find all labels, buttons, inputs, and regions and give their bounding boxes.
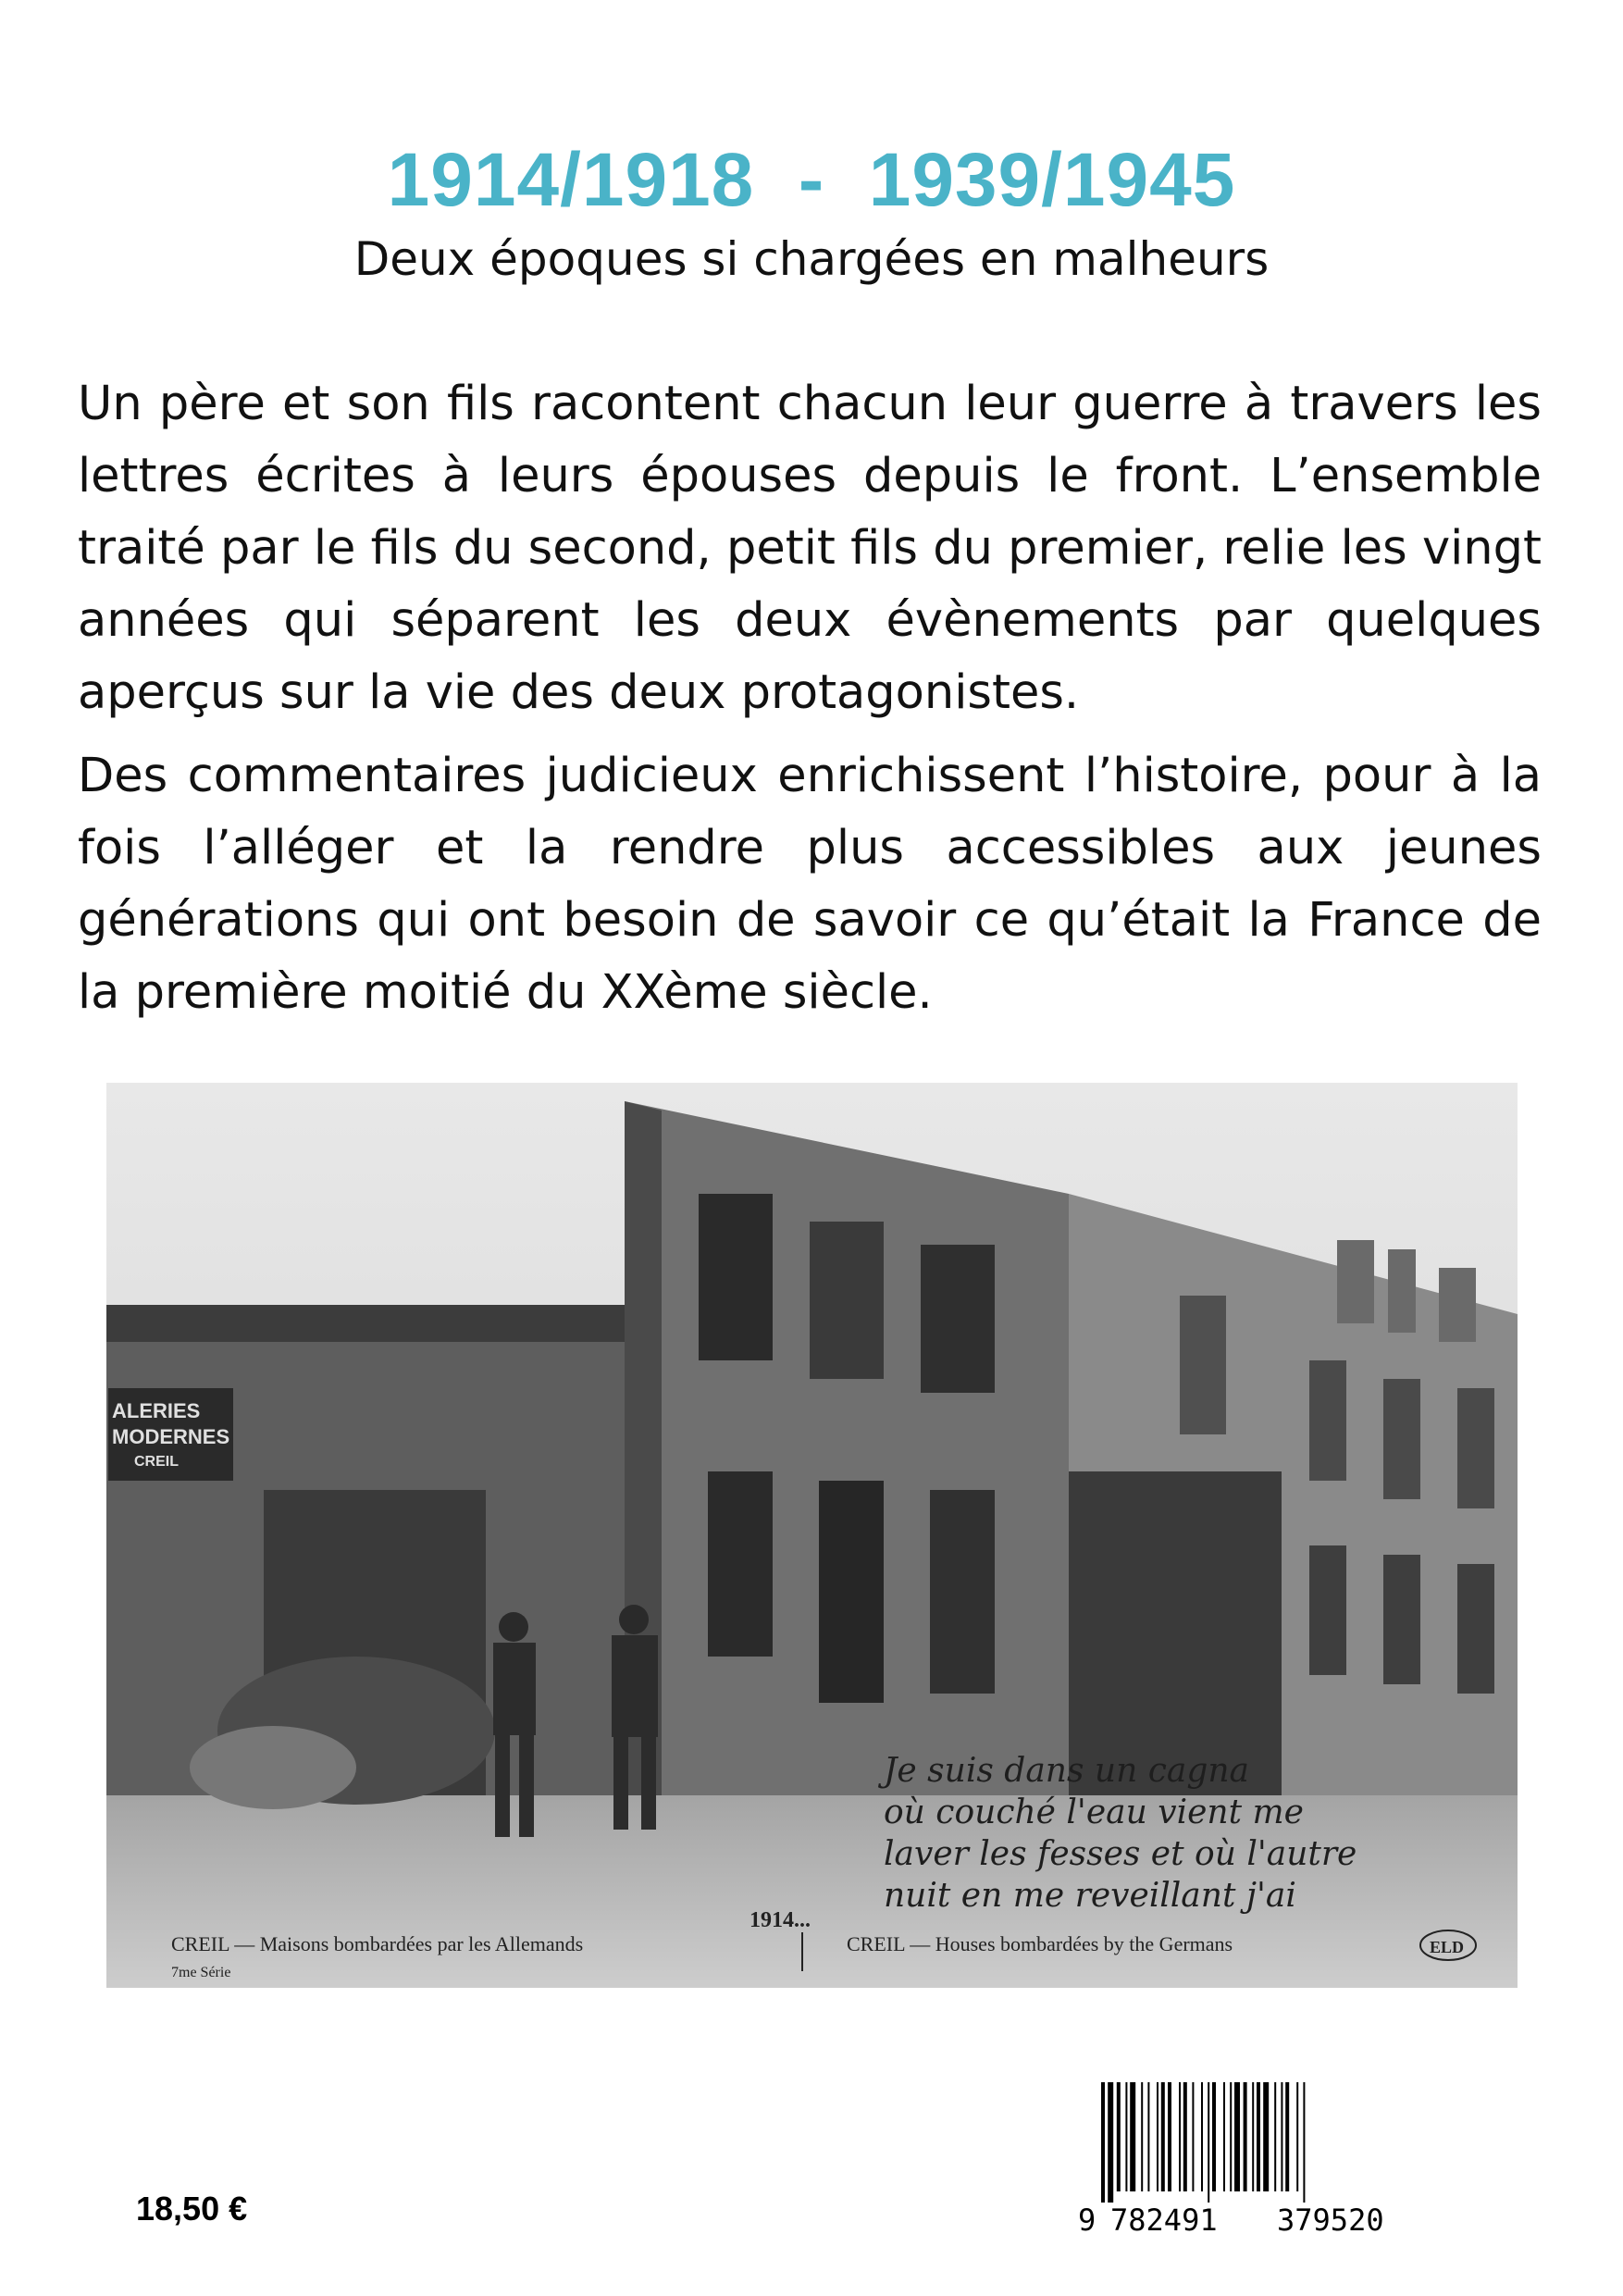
photo-caption-en: CREIL — Houses bombardées by the Germans: [847, 1932, 1233, 1955]
sign-line-1: ALERIES: [112, 1399, 201, 1422]
barcode-bar: [1274, 2082, 1276, 2191]
barcode-bar: [1192, 2082, 1194, 2191]
handwriting-line-3: laver les fesses et où l'autre: [884, 1835, 1357, 1873]
barcode-bar: [1252, 2082, 1254, 2191]
barcode-bar: [1223, 2082, 1225, 2191]
handwriting-line-1: Je suis dans un cagna: [884, 1752, 1250, 1790]
barcode-bars: [1078, 2082, 1443, 2203]
barcode-bar: [1244, 2082, 1247, 2191]
barcode-bar: [1183, 2082, 1187, 2191]
photo-publisher-logo: ELD: [1430, 1938, 1465, 1956]
blurb: [78, 368, 1542, 1040]
barcode-bar: [1161, 2082, 1165, 2191]
barcode-bar: [1179, 2082, 1181, 2191]
barcode-bar: [1263, 2082, 1269, 2191]
postcard-photo: [106, 1083, 1518, 1988]
barcode-bar: [1257, 2082, 1260, 2191]
barcode-digits-left: 782491: [1110, 2203, 1218, 2238]
barcode-bar: [1141, 2082, 1143, 2191]
barcode-bar: [1303, 2082, 1305, 2203]
photo-caption-fr: CREIL — Maisons bombardées par les Allemands: [171, 1932, 584, 1955]
cover-title: 1914/1918 - 1939/1945: [387, 138, 1236, 222]
blurb-paragraph-2: Des commentaires judicieux enrichissent l’histoire, pour à la fois l’alléger et la rendre plus accessibles aux jeunes générations qui ont besoin de savoir ce qu’était la France de la première moitié du XXème siècle.: [78, 749, 1542, 1020]
sign-line-2: MODERNES: [112, 1425, 230, 1448]
photo-year: 1914...: [750, 1908, 811, 1932]
barcode-digit-prefix: 9: [1078, 2203, 1096, 2238]
isbn-barcode: [1078, 2082, 1443, 2244]
barcode-bar: [1285, 2082, 1289, 2191]
barcode-bar: [1157, 2082, 1158, 2191]
handwriting-line-2: où couché l'eau vient me: [884, 1793, 1304, 1831]
barcode-bar: [1117, 2082, 1121, 2191]
barcode-bar: [1108, 2082, 1113, 2203]
barcode-bar: [1168, 2082, 1171, 2191]
cover-subtitle: Deux époques si chargées en malheurs: [353, 232, 1270, 286]
barcode-digits-right: 379520: [1277, 2203, 1384, 2238]
photo-series: 7me Série: [171, 1965, 231, 1980]
barcode-bar: [1147, 2082, 1149, 2191]
barcode-bar: [1130, 2082, 1135, 2191]
barcode-bar: [1201, 2082, 1203, 2191]
barcode-bar: [1281, 2082, 1282, 2191]
barcode-bar: [1234, 2082, 1240, 2191]
handwriting-line-4: nuit en me reveillant j'ai: [884, 1877, 1296, 1915]
price: 18,50 €: [136, 2190, 248, 2228]
barcode-bar: [1125, 2082, 1127, 2191]
barcode-bar: [1296, 2082, 1298, 2191]
sign-line-3: CREIL: [134, 1454, 179, 1470]
barcode-bar: [1208, 2082, 1209, 2203]
blurb-paragraph-1: Un père et son fils racontent chacun leur guerre à travers les lettres écrites à leurs épouses depuis le front. L’ensemble traité par le fils du second, petit fils du premier, relie les vingt années qui séparent les deux évènements par quelques aperçus sur la vie des deux protagonistes.: [78, 377, 1542, 720]
barcode-bar: [1101, 2082, 1105, 2203]
barcode-bar: [1230, 2082, 1232, 2191]
barcode-bar: [1212, 2082, 1216, 2191]
